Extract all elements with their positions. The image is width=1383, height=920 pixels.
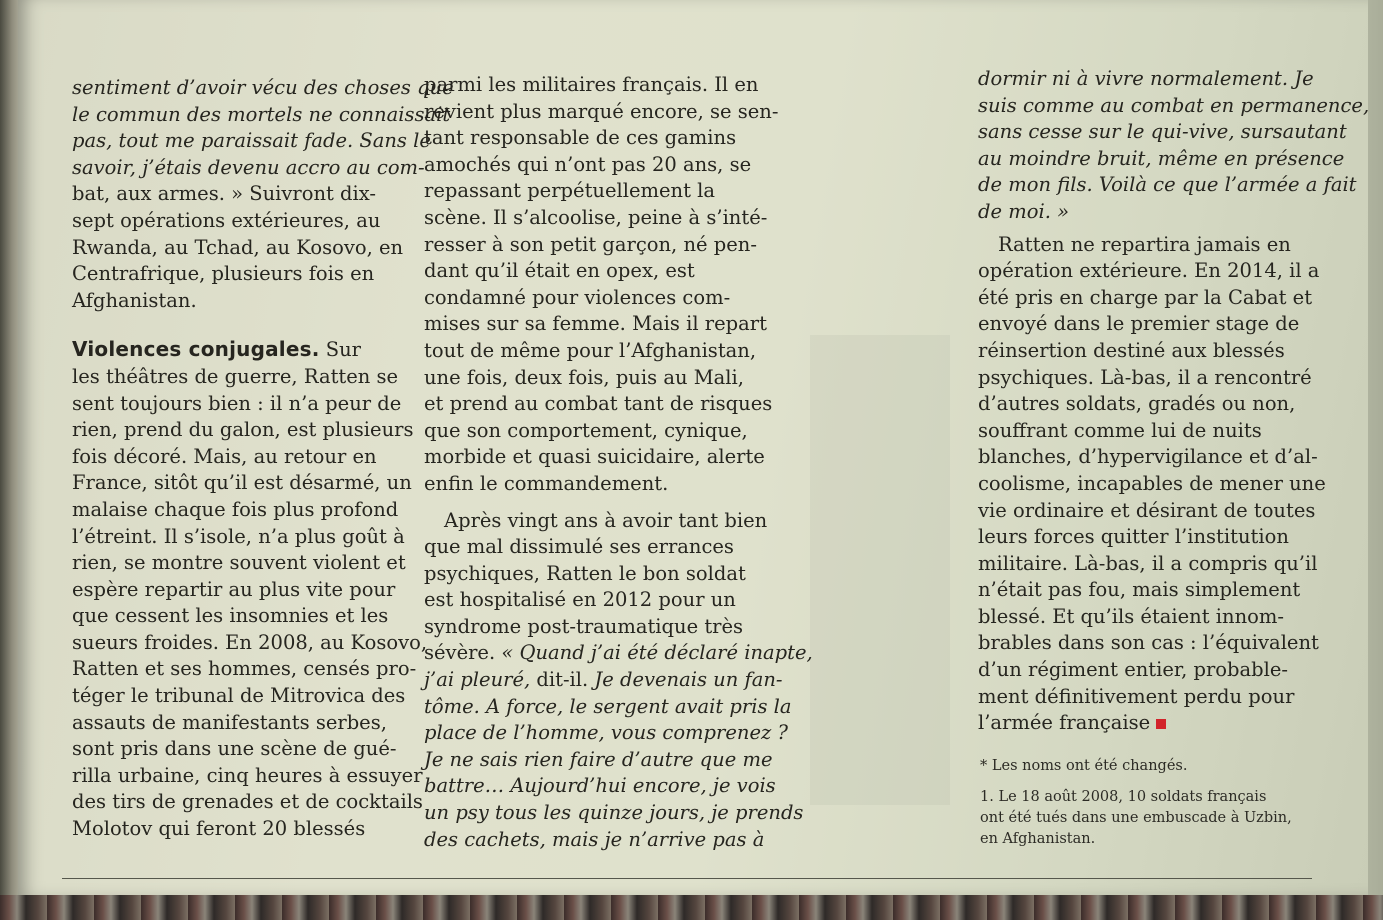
- text-line: psychiques. Là-bas, il a rencontré: [978, 365, 1312, 389]
- text-line: syndrome post-traumatique très: [424, 614, 744, 638]
- text-line: repassant perpétuellement la: [424, 179, 716, 203]
- text-line: Ratten et ses hommes, censés pro-: [72, 657, 417, 681]
- text-line: rilla urbaine, cinq heures à essuyer: [72, 763, 423, 787]
- text-line: est hospitalisé en 2012 pour un: [424, 588, 736, 612]
- text-line: France, sitôt qu’il est désarmé, un: [72, 471, 412, 495]
- text-line: amochés qui n’ont pas 20 ans, se: [424, 152, 752, 176]
- text-line: fois décoré. Mais, au retour en: [72, 444, 377, 468]
- footnote-1-line: ont été tués dans une embuscade à Uzbin,: [980, 810, 1292, 826]
- text-line: malaise chaque fois plus profond: [72, 497, 399, 521]
- text-line: enfin le commandement.: [424, 471, 669, 495]
- quote-fragment: « Quand j’ai été déclaré inapte,: [501, 641, 813, 665]
- text-line: d’autres soldats, gradés ou non,: [978, 392, 1296, 416]
- text-line: que son comportement, cynique,: [424, 418, 748, 442]
- final-line: [978, 710, 1308, 737]
- text-line: psychiques, Ratten le bon soldat: [424, 561, 746, 585]
- bleed-through-sidebar: [810, 335, 950, 805]
- quote-fragment: Je devenais un fan-: [594, 668, 783, 692]
- text-line: mises sur sa femme. Mais il repart: [424, 312, 767, 336]
- text-line: souffrant comme lui de nuits: [978, 418, 1262, 442]
- text-line: sept opérations extérieures, au: [72, 208, 381, 232]
- text-line: sueurs froides. En 2008, au Kosovo,: [72, 630, 428, 654]
- text-line: ment définitivement perdu pour: [978, 684, 1295, 708]
- text-line: leurs forces quitter l’institution: [978, 525, 1289, 549]
- text-line: militaire. Là-bas, il a compris qu’il: [978, 551, 1318, 575]
- quote-line: place de l’homme, vous comprenez ?: [424, 721, 788, 745]
- text-line: et prend au combat tant de risques: [424, 392, 773, 416]
- text-line: blanches, d’hypervigilance et d’al-: [978, 445, 1318, 469]
- text-line: condamné pour violences com-: [424, 285, 731, 309]
- quote-line: suis comme au combat en permanence,: [978, 93, 1370, 117]
- text-line: resser à son petit garçon, né pen-: [424, 232, 757, 256]
- text-line: savoir, j’étais devenu accro au com-: [72, 155, 425, 179]
- quote-fragment: j’ai pleuré,: [424, 668, 531, 692]
- article-column-2: [424, 72, 813, 853]
- quote-line: au moindre bruit, même en présence: [978, 146, 1345, 170]
- text-fragment: l’armée française: [978, 711, 1151, 735]
- quote-line: de moi. »: [978, 199, 1070, 223]
- text-line: que cessent les insomnies et les: [72, 604, 389, 628]
- text-line: Centrafrique, plusieurs fois en: [72, 262, 375, 286]
- quote-line: dormir ni à vivre normalement. Je: [978, 67, 1314, 90]
- text-line: tout de même pour l’Afghanistan,: [424, 338, 757, 362]
- text-line: bat, aux armes. » Suivront dix-: [72, 182, 377, 206]
- text-line: vie ordinaire et désirant de toutes: [978, 498, 1316, 522]
- text-line: réinsertion destiné aux blessés: [978, 338, 1285, 362]
- text-line: brables dans son cas : l’équivalent: [978, 631, 1319, 655]
- text-line: le commun des mortels ne connaissait: [72, 102, 451, 126]
- text-line: revient plus marqué encore, se sen-: [424, 99, 779, 123]
- text-line: assauts de manifestants serbes,: [72, 710, 387, 734]
- text-line: envoyé dans le premier stage de: [978, 312, 1300, 336]
- text-line: espère repartir au plus vite pour: [72, 577, 396, 601]
- footnote-1-line: en Afghanistan.: [980, 831, 1096, 847]
- text-line: sont pris dans une scène de gué-: [72, 737, 397, 761]
- attribution: dit-il.: [530, 668, 595, 692]
- text-fragment: Sur: [325, 338, 361, 362]
- article-end-square-icon: [1156, 719, 1166, 729]
- text-line: parmi les militaires français. Il en: [424, 73, 759, 96]
- quote-line: tôme. A force, le sergent avait pris la: [424, 694, 792, 718]
- text-line: les théâtres de guerre, Ratten se: [72, 364, 399, 388]
- text-line: l’étreint. Il s’isole, n’a plus goût à: [72, 524, 405, 548]
- col1-lead-roman: [72, 181, 404, 314]
- text-line: n’était pas fou, mais simplement: [978, 578, 1301, 602]
- quote-start-line: [424, 640, 813, 667]
- text-line: scène. Il s’alcoolise, peine à s’inté-: [424, 205, 768, 229]
- text-line: dant qu’il était en opex, est: [424, 259, 695, 283]
- bottom-edge-strip: [0, 895, 1383, 920]
- quote-line: battre… Aujourd’hui encore, je vois: [424, 774, 776, 798]
- article-column-1: [72, 75, 454, 843]
- text-line: rien, prend du galon, est plusieurs: [72, 418, 414, 442]
- text-line: rien, se montre souvent violent et: [72, 551, 406, 575]
- col1-lead-lines: [72, 75, 454, 181]
- text-line: Molotov qui feront 20 blessés: [72, 817, 366, 841]
- text-line: Afghanistan.: [72, 288, 197, 312]
- page-bottom-rule: [62, 878, 1312, 879]
- quote-line: des cachets, mais je n’arrive pas à: [424, 827, 765, 851]
- footnote-names: * Les noms ont été changés.: [980, 758, 1188, 774]
- quote-line: Je ne sais rien faire d’autre que me: [424, 747, 773, 771]
- text-line: téger le tribunal de Mitrovica des: [72, 684, 406, 708]
- text-line: des tirs de grenades et de cocktails: [72, 790, 423, 814]
- quote-line: un psy tous les quinze jours, je prends: [424, 801, 804, 825]
- text-line: morbide et quasi suicidaire, alerte: [424, 445, 765, 469]
- text-line: sent toujours bien : il n’a peur de: [72, 391, 402, 415]
- text-line: sentiment d’avoir vécu des choses que: [72, 76, 454, 99]
- text-line: d’un régiment entier, probable-: [978, 658, 1288, 682]
- quote-attribution-line: [424, 667, 783, 694]
- quote-line: sans cesse sur le qui-vive, sursautant: [978, 120, 1347, 144]
- quote-line: de mon fils. Voilà ce que l’armée a fait: [978, 173, 1357, 197]
- text-fragment: sévère.: [424, 641, 496, 665]
- text-line: que mal dissimulé ses errances: [424, 535, 734, 559]
- footnotes: [980, 756, 1310, 850]
- text-line: blessé. Et qu’ils étaient innom-: [978, 604, 1284, 628]
- article-column-3: [978, 66, 1370, 737]
- text-line: pas, tout me paraissait fade. Sans le: [72, 129, 431, 153]
- text-line: tant responsable de ces gamins: [424, 126, 737, 150]
- text-line: Ratten ne repartira jamais en: [998, 232, 1291, 256]
- text-line: Rwanda, au Tchad, au Kosovo, en: [72, 235, 404, 259]
- section-subhead: Violences conjugales.: [72, 337, 320, 362]
- text-line: coolisme, incapables de mener une: [978, 471, 1326, 495]
- footnote-1-line: 1. Le 18 août 2008, 10 soldats français: [980, 789, 1267, 805]
- text-line: opération extérieure. En 2014, il a: [978, 259, 1320, 283]
- text-line: Après vingt ans à avoir tant bien: [444, 508, 768, 532]
- text-line: été pris en charge par la Cabat et: [978, 285, 1313, 309]
- text-line: une fois, deux fois, puis au Mali,: [424, 365, 744, 389]
- subhead-line: [72, 336, 398, 364]
